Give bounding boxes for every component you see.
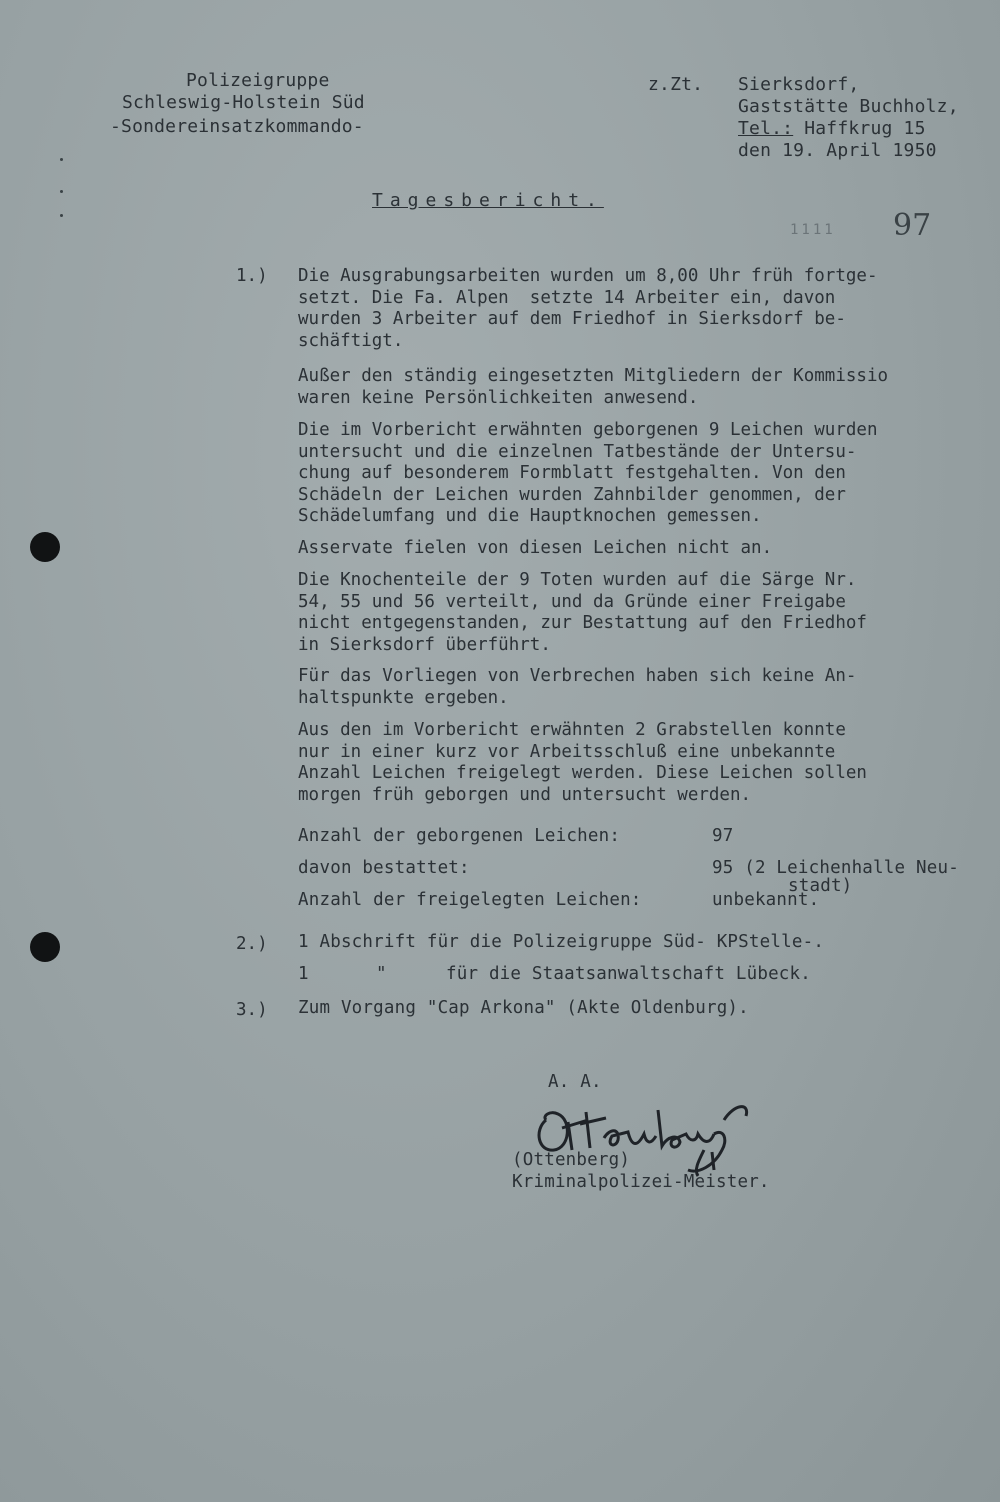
punch-hole-top xyxy=(30,532,60,562)
header-venue: Gaststätte Buchholz, xyxy=(738,96,959,117)
header-unit: -Sondereinsatzkommando- xyxy=(110,116,364,137)
phone-label: Tel.: xyxy=(738,118,794,139)
text-line: waren keine Persönlichkeiten anwesend. xyxy=(298,387,699,408)
header-location-prefix: z.Zt. xyxy=(648,74,704,95)
paragraph-findings xyxy=(298,666,988,709)
text-line: setzt. Die Fa. Alpen setzte 14 Arbeiter ein, davon xyxy=(298,287,836,308)
stat-buried-value-cont: stadt) xyxy=(788,876,853,896)
section-2-number: 2.) xyxy=(236,934,268,954)
header-phone xyxy=(738,120,926,138)
text-line: in Sierksdorf überführt. xyxy=(298,634,551,655)
text-line: chung auf besonderem Formblatt festgehalten. Von den xyxy=(298,463,846,483)
margin-mark xyxy=(60,158,63,161)
text-line: schäftigt. xyxy=(298,330,404,351)
stat-exposed-value: unbekannt. xyxy=(712,890,820,910)
paragraph-gravesites xyxy=(298,720,988,806)
text-line: nicht entgegenstanden, zur Bestattung auf den Friedhof xyxy=(298,613,867,633)
text-line: Aus den im Vorbericht erwähnten 2 Grabstellen konnte xyxy=(298,720,846,740)
text-line: Schädelumfang und die Hauptknochen gemessen. xyxy=(298,506,762,526)
paragraph-examination xyxy=(298,420,988,528)
signatory-name: (Ottenberg) xyxy=(512,1150,631,1170)
section-3-number: 3.) xyxy=(236,1000,268,1020)
distribution-line-2-text: für die Staatsanwaltschaft Lübeck. xyxy=(446,964,812,984)
text-line: Schädeln der Leichen wurden Zahnbilder genommen, der xyxy=(298,484,846,505)
distribution-line-2-ditto: " xyxy=(376,964,387,984)
signature-aa: A. A. xyxy=(548,1072,602,1092)
stamp-marks: 1111 xyxy=(790,222,836,238)
text-line: Die Ausgrabungsarbeiten wurden um 8,00 Uhr früh fortge- xyxy=(298,266,878,286)
stat-recovered-label: Anzahl der geborgenen Leichen: xyxy=(298,826,621,846)
text-line: morgen früh geborgen und untersucht werden. xyxy=(298,784,752,805)
document-title: Tagesbericht. xyxy=(372,190,604,211)
header-region: Schleswig-Holstein Süd xyxy=(122,92,365,113)
document-number: 97 xyxy=(893,208,932,243)
distribution-line-2-count: 1 xyxy=(298,964,309,984)
punch-hole-bottom xyxy=(30,932,60,962)
paragraph-burial xyxy=(298,570,988,656)
paragraph-attendance xyxy=(298,366,988,409)
header-org: Polizeigruppe xyxy=(186,70,330,91)
margin-mark xyxy=(60,190,63,193)
paragraph-evidence xyxy=(298,538,988,560)
text-line: Die im Vorbericht erwähnten geborgenen 9 Leichen wurden xyxy=(298,420,878,440)
paragraph-excavation xyxy=(298,266,988,352)
header-date: den 19. April 1950 xyxy=(738,140,937,161)
text-line: Asservate fielen von diesen Leichen nicht an. xyxy=(298,538,773,558)
text-line: Außer den ständig eingesetzten Mitgliedern der Kommissio xyxy=(298,366,889,386)
phone-value: Haffkrug 15 xyxy=(793,118,926,139)
distribution-line-1: 1 Abschrift für die Polizeigruppe Süd- KPStelle-. xyxy=(298,932,825,952)
signatory-rank: Kriminalpolizei-Meister. xyxy=(512,1172,770,1192)
text-line: Die Knochenteile der 9 Toten wurden auf die Särge Nr. xyxy=(298,570,857,590)
text-line: haltspunkte ergeben. xyxy=(298,687,509,708)
text-line: untersucht und die einzelnen Tatbestände der Untersu- xyxy=(298,441,857,462)
header-location: Sierksdorf, xyxy=(738,74,860,95)
text-line: wurden 3 Arbeiter auf dem Friedhof in Sierksdorf be- xyxy=(298,309,846,329)
stat-buried-value: 95 (2 Leichenhalle Neu- xyxy=(712,858,959,878)
margin-mark xyxy=(60,214,63,217)
section-1-number: 1.) xyxy=(236,266,268,286)
text-line: 54, 55 und 56 verteilt, und da Gründe einer Freigabe xyxy=(298,591,846,612)
text-line: nur in einer kurz vor Arbeitsschluß eine unbekannte xyxy=(298,741,836,762)
stat-recovered-value: 97 xyxy=(712,826,734,846)
stat-buried-label: davon bestattet: xyxy=(298,858,470,878)
text-line: Für das Vorliegen von Verbrechen haben sich keine An- xyxy=(298,666,857,686)
stat-exposed-label: Anzahl der freigelegten Leichen: xyxy=(298,890,642,910)
case-reference: Zum Vorgang "Cap Arkona" (Akte Oldenburg). xyxy=(298,998,749,1018)
text-line: Anzahl Leichen freigelegt werden. Diese Leichen sollen xyxy=(298,763,867,783)
